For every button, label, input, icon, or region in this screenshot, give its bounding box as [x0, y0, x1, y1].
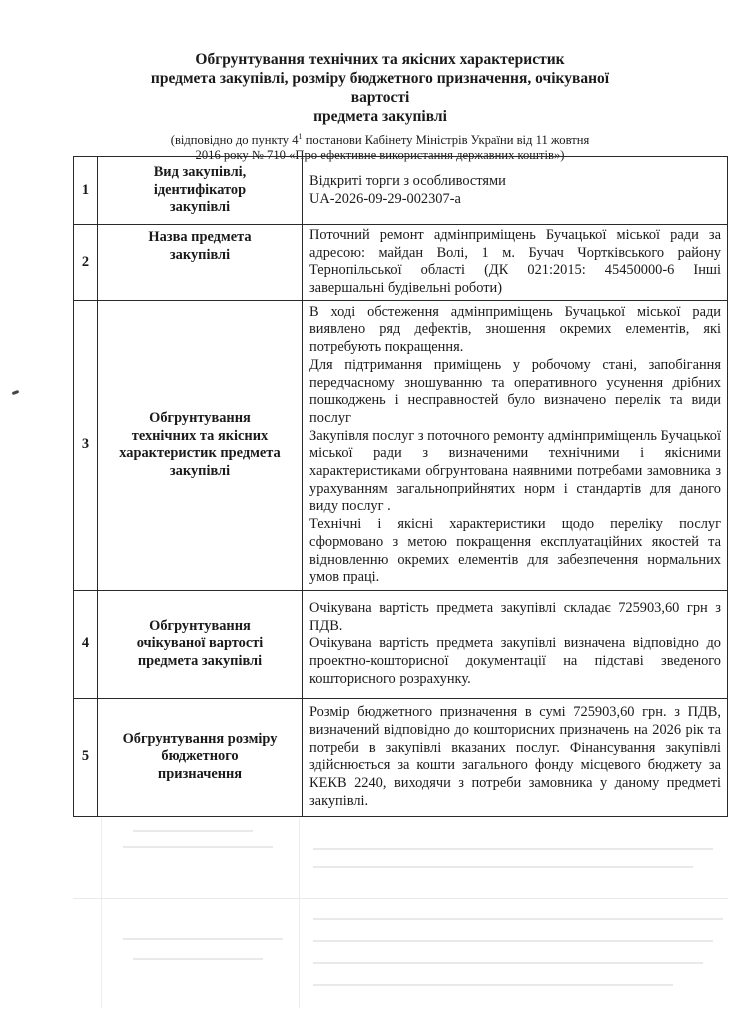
subtitle-post: постанови Кабінету Міністрів України від 11 жовтня — [302, 133, 590, 148]
row-label — [98, 157, 303, 225]
row-number: 5 — [74, 698, 98, 816]
label-line: закупівлі — [169, 246, 231, 263]
document-header — [120, 50, 640, 163]
bleed-line — [313, 866, 693, 868]
bleed-line — [73, 898, 728, 899]
row-number: 3 — [74, 300, 98, 590]
content-paragraph: Очікувана вартість предмета закупівлі складає 725903,60 грн з ПДВ. — [309, 600, 721, 634]
label-line: Вид закупівлі, — [153, 163, 247, 180]
label-line: призначення — [157, 766, 243, 783]
bleed-line — [313, 962, 703, 964]
label-line: предмета закупівлі — [137, 653, 263, 670]
content-paragraph: Для підтримання приміщень у робочому стані, запобігання передчасному зношуванню та оперативного усунення дрібних пошкоджень і несправностей було визначено перелік та види послуг — [309, 356, 721, 426]
subtitle-pre: (відповідно до пункту 4 — [170, 133, 299, 148]
row-label — [98, 300, 303, 590]
scan-speck — [12, 390, 20, 395]
bleed-line — [299, 818, 300, 1008]
subtitle-line-2: 2016 року № 710 «Про ефективне використання державних коштів») — [195, 148, 565, 163]
row-number: 1 — [74, 157, 98, 225]
label-line: характеристик предмета — [119, 445, 281, 462]
label-line: закупівлі — [169, 199, 231, 216]
label-line: очікуваної вартості — [136, 635, 264, 652]
label-line: Обгрунтування — [149, 617, 251, 634]
bleed-line — [123, 846, 273, 848]
table-row — [74, 157, 728, 225]
bleed-line — [313, 984, 673, 986]
bleed-line — [313, 940, 713, 942]
row-content — [303, 698, 728, 816]
table-row — [74, 300, 728, 590]
content-paragraph: UA-2026-09-29-002307-a — [309, 190, 461, 207]
row-content — [303, 225, 728, 301]
subtitle-line-1 — [120, 129, 640, 148]
content-paragraph: Очікувана вартість предмета закупівлі визначена відповідно до проектно-кошторисної документації на підставі зведеного кошторисного розрахунку. — [309, 635, 721, 687]
title-line-1: Обгрунтування технічних та якісних характеристик — [195, 51, 565, 68]
row-content — [303, 157, 728, 225]
row-number: 4 — [74, 590, 98, 698]
row-label — [98, 698, 303, 816]
content-paragraph: Поточний ремонт адмінприміщень Бучацької міської ради за адресою: майдан Волі, 1 м. Бучач Чортківського району Тернопільської області (ДК 021:2015: 45450000-6 Інші завершальні будівельні роботи) — [309, 227, 721, 297]
row-label — [98, 225, 303, 301]
bleed-line — [133, 830, 253, 832]
row-number: 2 — [74, 225, 98, 301]
show-through-bleed — [73, 818, 728, 1018]
title-line-2: предмета закупівлі, розміру бюджетного призначення, очікуваної вартості — [150, 70, 610, 106]
label-line: закупівлі — [169, 463, 231, 480]
subtitle-sup: 1 — [298, 132, 303, 141]
row-label — [98, 590, 303, 698]
content-paragraph: В ході обстеження адмінприміщень Бучацької міської ради виявлено ряд дефектів, зношення окремих елементів, які потребують покращення. — [309, 303, 721, 356]
content-paragraph: Відкриті торги з особливостями — [309, 172, 506, 189]
label-line: технічних та якісних — [131, 427, 269, 444]
content-paragraph: Розмір бюджетного призначення в сумі 725903,60 грн. з ПДВ, визначений відповідно до кошторисних призначень на 2026 рік та потреби в закупівлі вказаних послуг. Фінансування закупівлі здійснюється за кошти загального фонду місцевого бюджету за КЕКВ 2240, виходячи з потреби замовника у даному предметі закупівлі. — [309, 704, 721, 809]
table-row — [74, 225, 728, 301]
label-line: Обгрунтування — [149, 409, 251, 426]
content-paragraph: Закупівля послуг з поточного ремонту адмінприміщенль Бучацької міської ради з визначеними технічними і якісними характеристиками обгрунтована наявними потребами замовника з урахуванням загальноприйнятих норм і стандартів для даного виду послуг . — [309, 427, 721, 515]
bleed-line — [313, 848, 713, 850]
bleed-line — [123, 938, 283, 940]
content-paragraph: Технічні і якісні характеристики щодо переліку послуг сформовано з метою покращення експлуатаційних якостей та відновленню окремих елементів для забезпечення нормальних умов праці. — [309, 516, 721, 586]
justification-table — [73, 156, 728, 817]
label-line: Обгрунтування розміру — [122, 730, 278, 747]
table-row — [74, 698, 728, 816]
bleed-line — [101, 818, 102, 1008]
row-content — [303, 300, 728, 590]
row-content — [303, 590, 728, 698]
bleed-line — [133, 958, 263, 960]
bleed-line — [313, 918, 723, 920]
table-row — [74, 590, 728, 698]
title-line-3: предмета закупівлі — [313, 108, 447, 125]
label-line: Назва предмета — [148, 229, 252, 245]
label-line: ідентифікатор — [153, 181, 247, 198]
label-line: бюджетного — [161, 748, 239, 765]
